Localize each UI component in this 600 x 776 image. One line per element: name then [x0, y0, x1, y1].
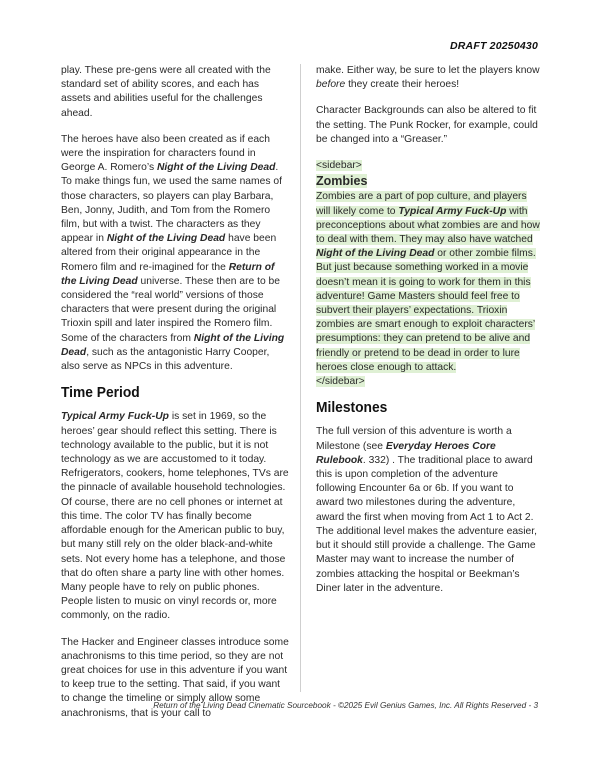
title-emphasis: Night of the Living Dead — [61, 332, 285, 358]
heading-milestones: Milestones — [316, 399, 388, 417]
title-emphasis: Night of the Living Dead — [156, 162, 276, 174]
heading-time-period: Time Period — [61, 384, 140, 402]
right-column — [316, 64, 540, 608]
paragraph-milestones: The full version of this adventure is worth a Milestone (see Everyday Heroes Core Rulebook. 332) . The traditional place to award this is upon completion of the adventure following Encounter 6a or 6b. If you want to award two milestones during the adventure, award the first when moving from Act 1 to Act 2. The additional level makes the adventure easier, but it should still provide a challenge. The Game Master may want to increase the number of zombies attacking the hospital or Beekman’s Diner later in the adventure. — [316, 426, 537, 594]
sidebar-title: Zombies — [316, 174, 368, 189]
title-emphasis: Typical Army Fuck-Up — [398, 205, 507, 217]
paragraph-pregens: play. These pre-gens were all created with the standard set of ability scores, and each has assets and abilities useful for the challenges ahead. — [61, 65, 271, 119]
title-emphasis: Night of the Living Dead — [316, 248, 435, 260]
paragraph-anachronisms: The Hacker and Engineer classes introduce some anachronisms to this time period, so they are not great choices for use in this adventure if you want to keep true to the setting. That said, if you want to change the timeline or simply allow some anachronisms, that is your call to — [61, 636, 289, 719]
paragraph-setting: Typical Army Fuck-Up is set in 1969, so the heroes’ gear should reflect this setting. There is technology available to the public, but it is not technology as we are accustomed to it today. Refrigerators, cookers, home telephones, TVs are the pinnacle of available household technologies. Of course, there are no cell phones or internet at this time. The color TV has finally become affordable enough for the American public to buy, but many still rely on the older black-and-white sets. Not every home has a telephone, and those that do often share a party line with other homes. Many people have to rely on public phones. People listen to music on vinyl records or, more commonly, on the radio. — [61, 411, 289, 622]
left-column — [61, 64, 289, 733]
emphasis-before: before — [316, 79, 346, 91]
paragraph-players: make. Either way, be sure to let the players know before they create their heroes! — [316, 65, 540, 91]
title-emphasis: Typical Army Fuck-Up — [61, 411, 169, 423]
zombies-sidebar — [316, 159, 540, 389]
title-emphasis: Night of the Living Dead — [106, 233, 226, 245]
paragraph-inspiration: The heroes have also been created as if each were the inspiration for characters found in George A. Romero’s Night of the Living Dead. To make things fun, we used the same names of those characters, so players can play Barbara, Ben, Jonny, Judith, and Tom from the Romero film, but with a twist. The characters as they appear in Night of the Living Dead have been altered from their original appearance in the Romero film and re-imagined for the Return of the Living Dead universe. These then are to be considered the “real world” versions of those characters that were present during the original Trioxin spill and later inspired the Romero film. Some of the characters from Night of the Living Dead, such as the antagonistic Harry Cooper, also serve as NPCs in this adventure. — [61, 133, 285, 373]
page-footer: Return of the Living Dead Cinematic Sourcebook - ©2025 Evil Genius Games, Inc. All Rights Reserved - 3 — [153, 701, 538, 710]
title-emphasis: Return of the Living Dead — [61, 261, 275, 287]
column-divider — [300, 64, 301, 692]
draft-stamp: DRAFT 20250430 — [449, 40, 538, 52]
title-emphasis: Everyday Heroes Core Rulebook — [316, 440, 496, 466]
sidebar-close-tag: </sidebar> — [316, 376, 365, 388]
paragraph-backgrounds: Character Backgrounds can also be altered to fit the setting. The Punk Rocker, for example, could be changed into a “Greaser.” — [316, 105, 538, 145]
sidebar-open-tag: <sidebar> — [316, 160, 362, 172]
sidebar-body: Zombies are a part of pop culture, and players will likely come to Typical Army Fuck-Up with preconceptions about what zombies are and how to deal with them. They may also have watched Night of the Living Dead or other zombie films. But just because something worked in a movie doesn’t mean it is going to work for them in this adventure! Game Masters should feel free to subvert their players’ expectations. Trioxin zombies are smart enough to exploit characters’ presumptions: they can pretend to be alive and friendly or pretend to be dead in order to lure heroes close enough to attack. — [316, 191, 540, 373]
